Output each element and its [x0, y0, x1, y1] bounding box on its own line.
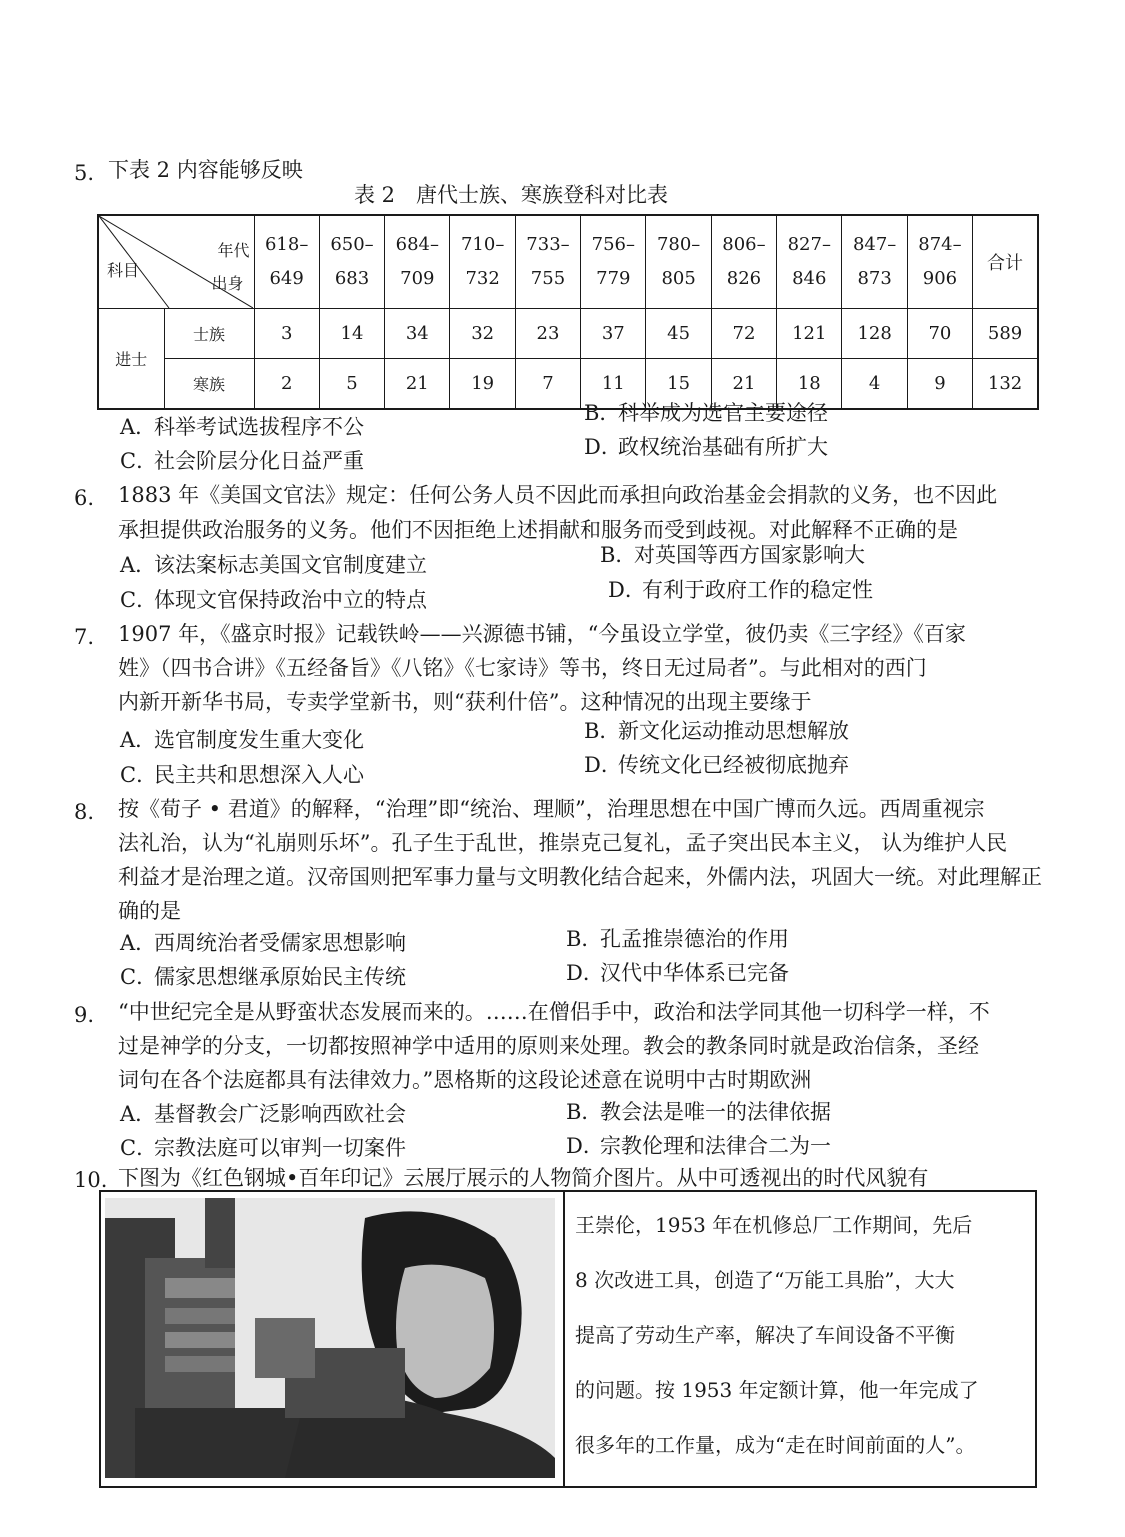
caption-line: 很多年的工作量，成为“走在时间前面的人”。 [575, 1433, 976, 1457]
table-cell: 18 [777, 359, 842, 410]
table-corner-cell [98, 215, 254, 309]
q10-caption [575, 1198, 1027, 1473]
table-cell: 72 [711, 309, 776, 359]
table-cell: 9 [907, 359, 972, 410]
q6-number: 6. [74, 486, 95, 510]
era-header: 733– 755 [515, 215, 580, 309]
table-cell: 4 [842, 359, 907, 410]
table-cell: 32 [450, 309, 515, 359]
q5-option-b[interactable]: B．科举成为选官主要途径 [584, 401, 828, 425]
q5-table [97, 214, 1039, 410]
q10-stem: 下图为《红色钢城•百年印记》云展厅展示的人物简介图片。从中可透视出的时代风貌有 [118, 1166, 929, 1190]
era-header: 650– 683 [319, 215, 384, 309]
table-cell: 7 [515, 359, 580, 410]
q9-option-a[interactable]: A．基督教会广泛影响西欧社会 [120, 1102, 406, 1126]
caption-line: 的问题。按 1953 年定额计算，他一年完成了 [575, 1378, 979, 1402]
category-cell: 进士 [98, 309, 164, 410]
row-label: 士族 [164, 309, 254, 359]
q5-number: 5. [74, 161, 95, 185]
table-cell: 589 [973, 309, 1038, 359]
q6-option-b[interactable]: B．对英国等西方国家影响大 [600, 543, 865, 567]
q8-option-d[interactable]: D．汉代中华体系已完备 [566, 961, 789, 985]
row-label: 寒族 [164, 359, 254, 410]
q9-option-d[interactable]: D．宗教伦理和法律合二为一 [566, 1134, 831, 1158]
q8-option-c[interactable]: C．儒家思想继承原始民主传统 [120, 965, 406, 989]
worker-photo-illustration [105, 1198, 555, 1478]
q6-option-c[interactable]: C．体现文官保持政治中立的特点 [120, 588, 427, 612]
q7-option-c[interactable]: C．民主共和思想深入人心 [120, 763, 364, 787]
caption-line: 8 次改进工具，创造了“万能工具胎”，大大 [575, 1268, 955, 1292]
era-header: 684– 709 [385, 215, 450, 309]
table-cell: 21 [385, 359, 450, 410]
era-header: 710– 732 [450, 215, 515, 309]
q5-option-d[interactable]: D．政权统治基础有所扩大 [584, 435, 828, 459]
table-cell: 23 [515, 309, 580, 359]
table-cell: 128 [842, 309, 907, 359]
worker-photo [105, 1198, 555, 1478]
table-cell: 34 [385, 309, 450, 359]
q9-option-b[interactable]: B．教会法是唯一的法律依据 [566, 1100, 831, 1124]
q6-option-d[interactable]: D．有利于政府工作的稳定性 [608, 578, 873, 602]
table-cell: 45 [646, 309, 711, 359]
q10-figure [99, 1190, 1037, 1488]
table-cell: 21 [711, 359, 776, 410]
table-cell: 11 [581, 359, 646, 410]
q9-option-c[interactable]: C．宗教法庭可以审判一切案件 [120, 1136, 406, 1160]
q7-option-b[interactable]: B．新文化运动推动思想解放 [584, 719, 849, 743]
total-header: 合计 [973, 215, 1038, 309]
q7-option-d[interactable]: D．传统文化已经被彻底抛弃 [584, 753, 849, 777]
era-header: 618– 649 [254, 215, 319, 309]
table-cell: 5 [319, 359, 384, 410]
q10-number: 10. [74, 1168, 108, 1192]
table-cell: 132 [973, 359, 1038, 410]
table-cell: 15 [646, 359, 711, 410]
table-cell: 37 [581, 309, 646, 359]
q6-stem-line-2: 承担提供政治服务的义务。他们不因拒绝上述捐献和服务而受到歧视。对此解释不正确的是 [118, 518, 958, 542]
q7-option-a[interactable]: A．选官制度发生重大变化 [120, 728, 364, 752]
era-header: 756– 779 [581, 215, 646, 309]
q5-table-title: 表 2 唐代士族、寒族登科对比表 [354, 183, 669, 207]
q8-stem-line-2: 法礼治，认为“礼崩则乐坏”。孔子生于乱世，推崇克己复礼，孟子突出民本主义， 认为维护人民 [118, 831, 1008, 855]
table-cell: 2 [254, 359, 319, 410]
era-header: 847– 873 [842, 215, 907, 309]
caption-line: 王崇伦，1953 年在机修总厂工作期间，先后 [575, 1213, 973, 1237]
figure-divider [563, 1192, 565, 1486]
era-header: 874– 906 [907, 215, 972, 309]
q6-stem-line-1: 1883 年《美国文官法》规定：任何公务人员不因此而承担向政治基金会捐款的义务，也不因此 [118, 483, 998, 507]
q8-stem-line-1: 按《荀子 • 君道》的解释，“治理”即“统治、理顺”，治理思想在中国广博而久远。西周重视宗 [118, 797, 985, 821]
q9-number: 9. [74, 1003, 95, 1027]
q9-stem-line-2: 过是神学的分支，一切都按照神学中适用的原则来处理。教会的教条同时就是政治信条，圣经 [118, 1034, 979, 1058]
era-header: 827– 846 [777, 215, 842, 309]
q9-stem-line-1: “中世纪完全是从野蛮状态发展而来的。……在僧侣手中，政治和法学同其他一切科学一样，不 [118, 1000, 990, 1024]
table-cell: 19 [450, 359, 515, 410]
table-cell: 121 [777, 309, 842, 359]
corner-label-subject: 科目 [107, 261, 140, 280]
table-cell: 14 [319, 309, 384, 359]
era-header: 780– 805 [646, 215, 711, 309]
q7-number: 7. [74, 625, 95, 649]
q6-option-a[interactable]: A．该法案标志美国文官制度建立 [120, 553, 427, 577]
q5-stem: 下表 2 内容能够反映 [108, 158, 303, 182]
q8-option-a[interactable]: A．西周统治者受儒家思想影响 [120, 931, 406, 955]
q5-option-a[interactable]: A．科举考试选拔程序不公 [120, 415, 364, 439]
q8-option-b[interactable]: B．孔孟推崇德治的作用 [566, 927, 789, 951]
q7-stem-line-1: 1907 年，《盛京时报》记载铁岭——兴源德书铺，“今虽设立学堂，彼仍卖《三字经》《百家 [118, 622, 966, 646]
caption-line: 提高了劳动生产率，解决了车间设备不平衡 [575, 1323, 955, 1347]
q8-stem-line-4: 确的是 [118, 899, 181, 923]
table-cell: 3 [254, 309, 319, 359]
corner-label-era: 年代 [217, 241, 250, 260]
era-header: 806– 826 [711, 215, 776, 309]
q9-stem-line-3: 词句在各个法庭都具有法律效力。”恩格斯的这段论述意在说明中古时期欧洲 [118, 1068, 812, 1092]
q8-stem-line-3: 利益才是治理之道。汉帝国则把军事力量与文明教化结合起来，外儒内法，巩固大一统。对此理解正 [118, 865, 1042, 889]
q8-number: 8. [74, 800, 95, 824]
q7-stem-line-2: 姓》（四书合讲》《五经备旨》《八铭》《七家诗》等书，终日无过局者”。与此相对的西门 [118, 656, 927, 680]
q7-stem-line-3: 内新开新华书局，专卖学堂新书，则“获利什倍”。这种情况的出现主要缘于 [118, 690, 812, 714]
q5-option-c[interactable]: C．社会阶层分化日益严重 [120, 449, 364, 473]
table-cell: 70 [907, 309, 972, 359]
corner-label-origin: 出身 [211, 274, 244, 293]
